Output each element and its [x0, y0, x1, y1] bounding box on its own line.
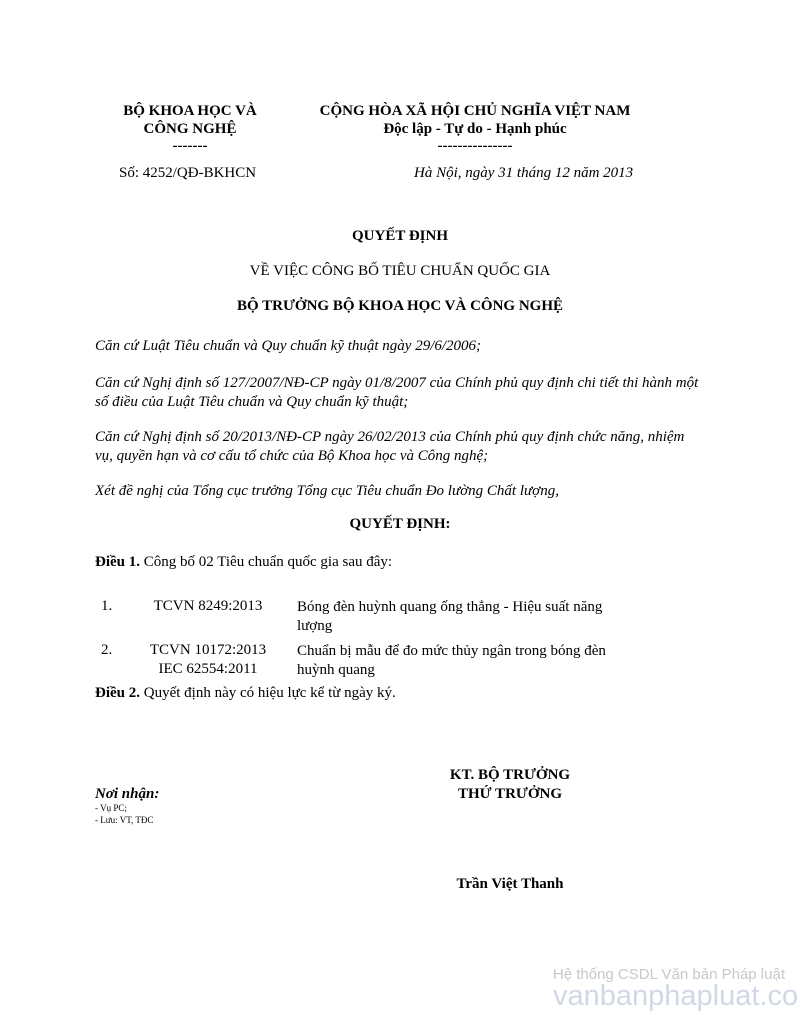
standard-code: TCVN 10172:2013 [149, 642, 267, 658]
article-1-text: Công bố 02 Tiêu chuẩn quốc gia sau đây: [140, 554, 393, 570]
national-divider: --------------- [437, 138, 513, 154]
agency-name-line1: BỘ KHOA HỌC VÀ [123, 103, 257, 119]
signature-title-line1: KT. BỘ TRƯỞNG [449, 767, 571, 783]
legal-basis-3: Căn cứ Nghị định số 20/2013/NĐ-CP ngày 26/02/2013 của Chính phủ quy định chức năng, nhiệm vụ, quyền hạn và cơ cấu tổ chức của Bộ Khoa học và Công nghệ; [95, 429, 685, 464]
legal-basis-2: Căn cứ Nghị định số 127/2007/NĐ-CP ngày 01/8/2007 của Chính phủ quy định chi tiết thi hành một số điều của Luật Tiêu chuẩn và Quy chuẩn kỹ thuật; [95, 375, 699, 410]
recipients-title: Nơi nhận: [95, 786, 160, 802]
proposal-basis: Xét đề nghị của Tổng cục trưởng Tổng cục Tiêu chuẩn Đo lường Chất lượng, [95, 483, 559, 499]
watermark-line2: vanbanphapluat.co [553, 980, 799, 1012]
article-2 [95, 685, 396, 702]
watermark-line1: Hệ thống CSDL Văn bản Pháp luật [552, 966, 785, 983]
document-title: QUYẾT ĐỊNH [352, 228, 448, 244]
signature-title-line2: THỨ TRƯỞNG [457, 786, 563, 802]
standard-code-iec: IEC 62554:2011 [158, 661, 258, 677]
article-2-label: Điều 2. [95, 685, 140, 701]
issue-date: Hà Nội, ngày 31 tháng 12 năm 2013 [414, 165, 634, 181]
decision-heading: QUYẾT ĐỊNH: [349, 516, 451, 532]
national-title: CỘNG HÒA XÃ HỘI CHỦ NGHĨA VIỆT NAM [319, 103, 631, 119]
row-number: 1. [101, 598, 113, 614]
agency-name-line2: CÔNG NGHỆ [143, 121, 237, 137]
standard-name: Chuẩn bị mẫu để đo mức thủy ngân trong bóng đèn huỳnh quang [297, 643, 606, 678]
recipient-item: - Lưu: VT, TĐC [95, 815, 154, 825]
standard-name: Bóng đèn huỳnh quang ống thẳng - Hiệu suất năng lượng [297, 599, 603, 634]
legal-basis-1: Căn cứ Luật Tiêu chuẩn và Quy chuẩn kỹ thuật ngày 29/6/2006; [95, 338, 482, 354]
agency-divider: ------- [172, 138, 208, 154]
document-number: Số: 4252/QĐ-BKHCN [119, 165, 257, 181]
document-subject: VỀ VIỆC CÔNG BỐ TIÊU CHUẨN QUỐC GIA [249, 263, 551, 279]
signer-name: Trần Việt Thanh [456, 876, 564, 892]
issuing-authority: BỘ TRƯỞNG BỘ KHOA HỌC VÀ CÔNG NGHỆ [236, 298, 563, 314]
recipient-item: - Vụ PC; [95, 803, 127, 813]
article-2-text: Quyết định này có hiệu lực kể từ ngày ký. [140, 685, 396, 701]
national-motto: Độc lập - Tự do - Hạnh phúc [383, 121, 567, 137]
article-1 [95, 554, 392, 571]
article-1-label: Điều 1. [95, 554, 140, 570]
standard-code: TCVN 8249:2013 [153, 598, 263, 614]
row-number: 2. [101, 642, 113, 658]
